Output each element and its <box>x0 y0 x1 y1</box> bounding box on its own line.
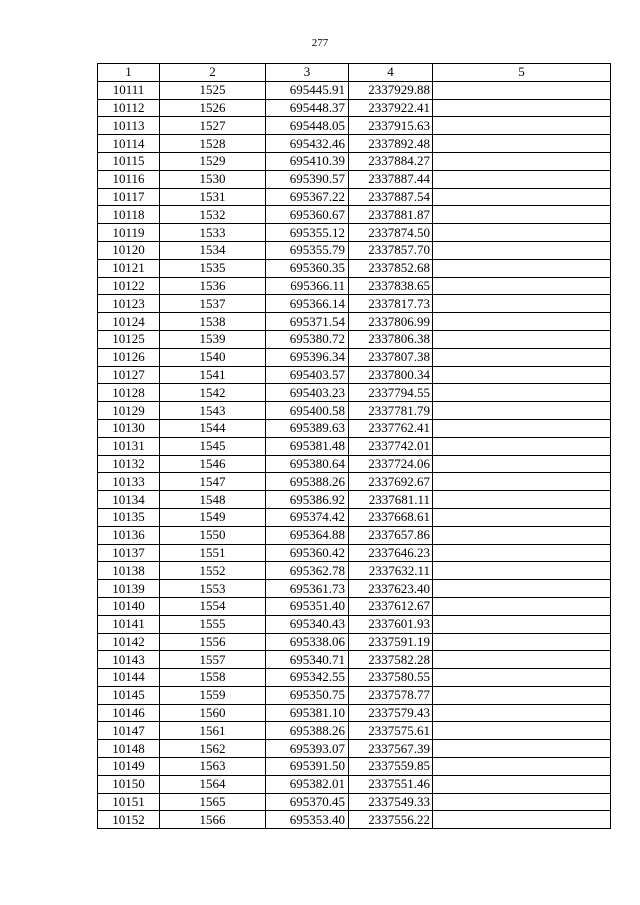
table-cell: 1527 <box>160 117 266 135</box>
table-cell <box>433 348 611 366</box>
page-number: 277 <box>311 37 329 49</box>
table-cell: 1539 <box>160 330 266 348</box>
table-cell <box>433 259 611 277</box>
table-row <box>98 740 611 758</box>
table-cell: 1532 <box>160 206 266 224</box>
table-cell <box>433 597 611 615</box>
table-cell <box>433 455 611 473</box>
table-cell: 2337838.65 <box>349 277 433 295</box>
table-cell: 695380.64 <box>266 455 349 473</box>
table-cell: 2337575.61 <box>349 722 433 740</box>
table-cell: 1529 <box>160 152 266 170</box>
table-cell: 695374.42 <box>266 508 349 526</box>
table-cell: 1555 <box>160 615 266 633</box>
table-cell: 2337794.55 <box>349 384 433 402</box>
table-cell <box>433 811 611 829</box>
column-header: 1 <box>98 64 160 82</box>
table-cell: 695388.26 <box>266 473 349 491</box>
table-cell: 695366.11 <box>266 277 349 295</box>
table-cell: 10114 <box>98 135 160 153</box>
table-cell: 10118 <box>98 206 160 224</box>
table-cell <box>433 384 611 402</box>
table-row <box>98 758 611 776</box>
table-cell <box>433 277 611 295</box>
table-cell: 1563 <box>160 758 266 776</box>
table-cell: 2337657.86 <box>349 526 433 544</box>
table-cell: 1553 <box>160 580 266 598</box>
table-cell: 1548 <box>160 491 266 509</box>
table-cell: 1530 <box>160 170 266 188</box>
column-header: 3 <box>266 64 349 82</box>
table-cell <box>433 419 611 437</box>
table-row <box>98 597 611 615</box>
table-row <box>98 188 611 206</box>
table-cell <box>433 633 611 651</box>
table-cell: 1549 <box>160 508 266 526</box>
table-cell: 1551 <box>160 544 266 562</box>
table-cell: 1565 <box>160 793 266 811</box>
table-cell: 10151 <box>98 793 160 811</box>
table-cell: 695360.35 <box>266 259 349 277</box>
table-cell <box>433 402 611 420</box>
table-row <box>98 775 611 793</box>
table-cell <box>433 117 611 135</box>
table-cell: 10142 <box>98 633 160 651</box>
table-cell: 2337549.33 <box>349 793 433 811</box>
table-row <box>98 669 611 687</box>
table-cell: 10127 <box>98 366 160 384</box>
table-cell: 1559 <box>160 686 266 704</box>
table-cell: 695355.12 <box>266 224 349 242</box>
table-cell: 2337922.41 <box>349 99 433 117</box>
table-cell: 2337887.44 <box>349 170 433 188</box>
table-cell <box>433 793 611 811</box>
table-row <box>98 704 611 722</box>
table-cell: 695403.23 <box>266 384 349 402</box>
table-cell: 10152 <box>98 811 160 829</box>
table-cell: 1544 <box>160 419 266 437</box>
table-cell: 10120 <box>98 241 160 259</box>
table-cell: 2337559.85 <box>349 758 433 776</box>
table-cell <box>433 241 611 259</box>
table-cell: 1537 <box>160 295 266 313</box>
table-cell <box>433 224 611 242</box>
table-row <box>98 366 611 384</box>
table-row <box>98 615 611 633</box>
table-cell: 695448.05 <box>266 117 349 135</box>
table-cell <box>433 704 611 722</box>
table-cell: 10147 <box>98 722 160 740</box>
table-cell: 10122 <box>98 277 160 295</box>
table-cell: 695396.34 <box>266 348 349 366</box>
table-cell: 2337556.22 <box>349 811 433 829</box>
table-cell: 1528 <box>160 135 266 153</box>
table-cell: 2337579.43 <box>349 704 433 722</box>
table-cell: 2337800.34 <box>349 366 433 384</box>
table-cell: 1562 <box>160 740 266 758</box>
table-cell: 1546 <box>160 455 266 473</box>
table-cell: 695340.43 <box>266 615 349 633</box>
table-cell: 695355.79 <box>266 241 349 259</box>
table-cell: 10134 <box>98 491 160 509</box>
table-cell: 695388.26 <box>266 722 349 740</box>
table-cell: 695366.14 <box>266 295 349 313</box>
table-cell: 2337762.41 <box>349 419 433 437</box>
table-cell: 2337724.06 <box>349 455 433 473</box>
table-cell: 695361.73 <box>266 580 349 598</box>
table-cell: 695367.22 <box>266 188 349 206</box>
table-cell: 695340.71 <box>266 651 349 669</box>
table-row <box>98 473 611 491</box>
table-cell: 695382.01 <box>266 775 349 793</box>
table-cell: 10131 <box>98 437 160 455</box>
table-cell: 2337692.67 <box>349 473 433 491</box>
table-cell: 2337632.11 <box>349 562 433 580</box>
table-cell: 10148 <box>98 740 160 758</box>
table-row <box>98 241 611 259</box>
table-cell: 2337852.68 <box>349 259 433 277</box>
table-cell: 2337601.93 <box>349 615 433 633</box>
table-cell: 2337887.54 <box>349 188 433 206</box>
table-cell: 10141 <box>98 615 160 633</box>
table-cell: 2337623.40 <box>349 580 433 598</box>
table-cell: 10116 <box>98 170 160 188</box>
table-cell: 2337915.63 <box>349 117 433 135</box>
table-cell: 695448.37 <box>266 99 349 117</box>
table-row <box>98 544 611 562</box>
table-cell <box>433 437 611 455</box>
table-cell: 695381.10 <box>266 704 349 722</box>
table-cell <box>433 330 611 348</box>
table-cell: 10124 <box>98 313 160 331</box>
table-cell: 695400.58 <box>266 402 349 420</box>
table-cell <box>433 775 611 793</box>
table-row <box>98 402 611 420</box>
table-cell: 695432.46 <box>266 135 349 153</box>
table-cell: 1534 <box>160 241 266 259</box>
table-cell: 1525 <box>160 81 266 99</box>
table-cell: 695410.39 <box>266 152 349 170</box>
table-cell: 10112 <box>98 99 160 117</box>
table-cell: 2337591.19 <box>349 633 433 651</box>
table-cell <box>433 562 611 580</box>
table-cell <box>433 295 611 313</box>
table-cell <box>433 99 611 117</box>
table-cell: 2337884.27 <box>349 152 433 170</box>
table-row <box>98 206 611 224</box>
table-row <box>98 135 611 153</box>
table-cell: 695390.57 <box>266 170 349 188</box>
table-cell: 2337781.79 <box>349 402 433 420</box>
table-cell: 1550 <box>160 526 266 544</box>
table-cell: 1560 <box>160 704 266 722</box>
table-cell: 695445.91 <box>266 81 349 99</box>
table-cell: 695360.42 <box>266 544 349 562</box>
table-row <box>98 295 611 313</box>
table-cell: 1542 <box>160 384 266 402</box>
table-row <box>98 117 611 135</box>
table-row <box>98 722 611 740</box>
table-row <box>98 259 611 277</box>
table-cell <box>433 313 611 331</box>
table-cell <box>433 188 611 206</box>
table-cell <box>433 81 611 99</box>
table-cell <box>433 526 611 544</box>
table-cell: 10111 <box>98 81 160 99</box>
table-cell <box>433 740 611 758</box>
table-cell: 10146 <box>98 704 160 722</box>
table-row <box>98 455 611 473</box>
table-cell: 1533 <box>160 224 266 242</box>
table-cell: 2337892.48 <box>349 135 433 153</box>
table-row <box>98 81 611 99</box>
table-cell: 695391.50 <box>266 758 349 776</box>
table-cell: 10135 <box>98 508 160 526</box>
table-cell <box>433 135 611 153</box>
column-header: 2 <box>160 64 266 82</box>
table-cell <box>433 758 611 776</box>
table-cell: 695393.07 <box>266 740 349 758</box>
table-row <box>98 277 611 295</box>
table-cell: 1557 <box>160 651 266 669</box>
table-row <box>98 580 611 598</box>
table-cell: 2337857.70 <box>349 241 433 259</box>
table-row <box>98 99 611 117</box>
table-cell <box>433 206 611 224</box>
table-row <box>98 633 611 651</box>
table-cell: 695370.45 <box>266 793 349 811</box>
table-cell: 695364.88 <box>266 526 349 544</box>
table-cell <box>433 686 611 704</box>
table-row <box>98 348 611 366</box>
table-cell: 695371.54 <box>266 313 349 331</box>
table-cell <box>433 473 611 491</box>
table-cell: 1554 <box>160 597 266 615</box>
table-cell: 695362.78 <box>266 562 349 580</box>
table-cell: 695389.63 <box>266 419 349 437</box>
table-cell <box>433 651 611 669</box>
table-cell: 695350.75 <box>266 686 349 704</box>
table-cell: 695386.92 <box>266 491 349 509</box>
table-cell: 1552 <box>160 562 266 580</box>
table-row <box>98 437 611 455</box>
table-cell <box>433 722 611 740</box>
table-cell: 10115 <box>98 152 160 170</box>
table-cell: 10130 <box>98 419 160 437</box>
table-cell: 695338.06 <box>266 633 349 651</box>
table-cell: 10119 <box>98 224 160 242</box>
table-cell: 10150 <box>98 775 160 793</box>
table-cell: 2337646.23 <box>349 544 433 562</box>
table-cell: 695342.55 <box>266 669 349 687</box>
table-cell: 695380.72 <box>266 330 349 348</box>
table-cell: 1545 <box>160 437 266 455</box>
table-cell: 10133 <box>98 473 160 491</box>
table-cell: 1561 <box>160 722 266 740</box>
table-cell: 10149 <box>98 758 160 776</box>
table-row <box>98 491 611 509</box>
table-row <box>98 811 611 829</box>
table-cell: 695403.57 <box>266 366 349 384</box>
table-cell: 10126 <box>98 348 160 366</box>
table-cell: 1536 <box>160 277 266 295</box>
table-row <box>98 526 611 544</box>
table-cell <box>433 508 611 526</box>
table-row <box>98 170 611 188</box>
table-cell: 1540 <box>160 348 266 366</box>
table-cell <box>433 580 611 598</box>
table-cell <box>433 669 611 687</box>
table-cell: 10125 <box>98 330 160 348</box>
table-cell: 2337580.55 <box>349 669 433 687</box>
table-row <box>98 224 611 242</box>
table-cell: 10145 <box>98 686 160 704</box>
table-row <box>98 686 611 704</box>
table-cell: 1543 <box>160 402 266 420</box>
table-cell: 2337567.39 <box>349 740 433 758</box>
column-header: 5 <box>433 64 611 82</box>
table-cell: 695353.40 <box>266 811 349 829</box>
table-cell: 1556 <box>160 633 266 651</box>
table-row <box>98 384 611 402</box>
table-cell: 2337807.38 <box>349 348 433 366</box>
table-row <box>98 152 611 170</box>
table-cell: 1526 <box>160 99 266 117</box>
table-cell <box>433 615 611 633</box>
table-cell: 1566 <box>160 811 266 829</box>
table-cell: 2337817.73 <box>349 295 433 313</box>
table-row <box>98 562 611 580</box>
table-cell: 10113 <box>98 117 160 135</box>
table-cell: 2337929.88 <box>349 81 433 99</box>
table-cell: 10144 <box>98 669 160 687</box>
table-cell: 10132 <box>98 455 160 473</box>
table-cell: 10136 <box>98 526 160 544</box>
table-cell <box>433 152 611 170</box>
table-cell: 1547 <box>160 473 266 491</box>
table-cell: 2337742.01 <box>349 437 433 455</box>
coordinates-table <box>97 63 611 829</box>
table-cell: 10137 <box>98 544 160 562</box>
table-cell <box>433 170 611 188</box>
table-cell: 10123 <box>98 295 160 313</box>
table-cell: 2337668.61 <box>349 508 433 526</box>
table-row <box>98 793 611 811</box>
table-cell: 695351.40 <box>266 597 349 615</box>
table-row <box>98 330 611 348</box>
table-cell: 1541 <box>160 366 266 384</box>
table-cell: 1535 <box>160 259 266 277</box>
table-cell: 10117 <box>98 188 160 206</box>
table-row <box>98 419 611 437</box>
table-cell: 1558 <box>160 669 266 687</box>
table-cell <box>433 366 611 384</box>
table-cell <box>433 544 611 562</box>
table-cell: 2337578.77 <box>349 686 433 704</box>
column-header: 4 <box>349 64 433 82</box>
table-row <box>98 313 611 331</box>
table-cell: 10140 <box>98 597 160 615</box>
table-row <box>98 508 611 526</box>
table-cell: 695381.48 <box>266 437 349 455</box>
table-cell: 1538 <box>160 313 266 331</box>
table-cell: 2337874.50 <box>349 224 433 242</box>
table-cell <box>433 491 611 509</box>
table-cell: 10129 <box>98 402 160 420</box>
table-cell: 2337681.11 <box>349 491 433 509</box>
table-cell: 2337612.67 <box>349 597 433 615</box>
table-cell: 10138 <box>98 562 160 580</box>
table-cell: 2337582.28 <box>349 651 433 669</box>
table-cell: 10143 <box>98 651 160 669</box>
table-cell: 1564 <box>160 775 266 793</box>
table-cell: 10139 <box>98 580 160 598</box>
table-header-row <box>98 64 611 82</box>
table-cell: 1531 <box>160 188 266 206</box>
table-cell: 2337551.46 <box>349 775 433 793</box>
table-cell: 10128 <box>98 384 160 402</box>
table-cell: 2337806.38 <box>349 330 433 348</box>
table-cell: 2337806.99 <box>349 313 433 331</box>
table-cell: 2337881.87 <box>349 206 433 224</box>
table-cell: 10121 <box>98 259 160 277</box>
table-cell: 695360.67 <box>266 206 349 224</box>
table-row <box>98 651 611 669</box>
